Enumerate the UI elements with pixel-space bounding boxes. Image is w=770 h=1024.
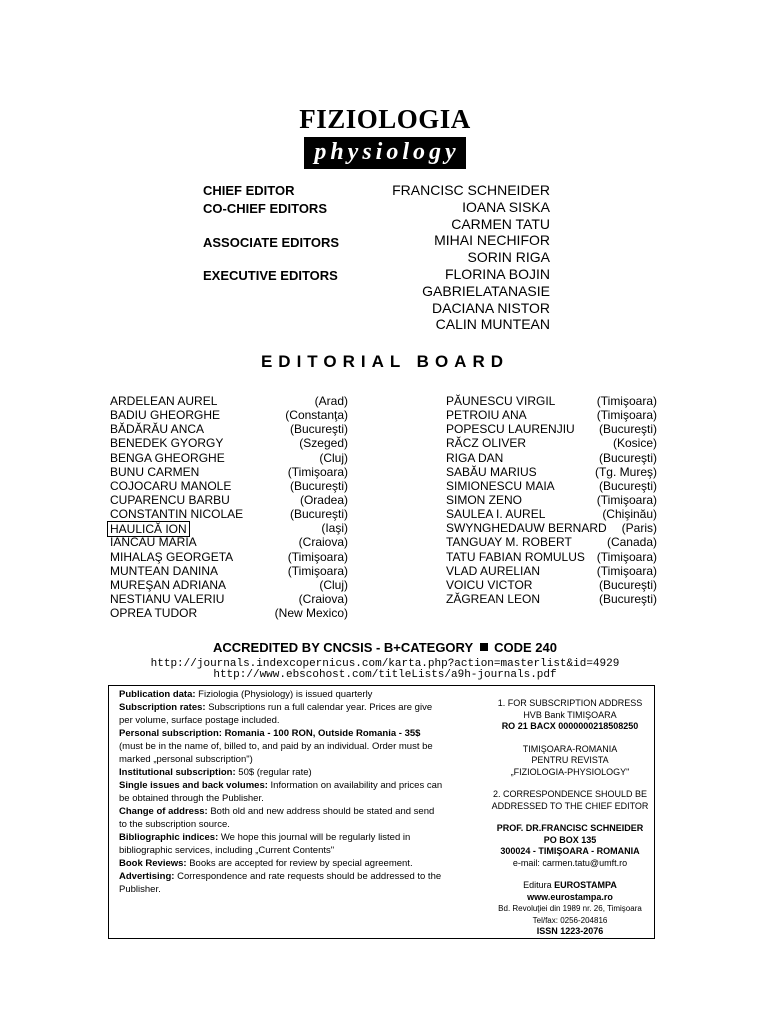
member-name: SABĂU MARIUS [446, 464, 537, 479]
board-member [110, 422, 348, 436]
pub-item: Personal subscription: Romania - 100 RON, Outside Romania - 35$ (must be in the name of, billed to, and paid by an individual. Order must be marked „personal subscription") [119, 728, 433, 765]
journal-title: FIZIOLOGIA [299, 104, 471, 134]
member-name: SAULEA I. AUREL [446, 507, 546, 522]
board-member [110, 507, 348, 521]
board-member [446, 592, 657, 606]
chief-editor-label: CHIEF EDITOR [203, 183, 295, 198]
member-city: (Timişoara) [287, 464, 348, 479]
member-city: (Timişoara) [287, 549, 348, 564]
member-city: (Bucureşti) [598, 577, 657, 592]
pub-item: Publication data: Fiziologia (Physiology) is issued quarterly [119, 689, 373, 700]
board-member [446, 479, 657, 493]
member-name: BĂDĂRĂU ANCA [110, 422, 205, 437]
member-name: IANCAU MARIA [110, 535, 197, 550]
member-city: (Szeged) [299, 436, 348, 451]
editor-name: DACIANA NISTOR [432, 299, 550, 316]
email-link[interactable]: e-mail: carmen.tatu@umft.ro [512, 857, 628, 868]
member-city: (Bucureşti) [598, 591, 657, 606]
sub-line: HVB Bank TIMIŞOARA [523, 709, 617, 720]
sub-line: RO 21 BACX 0000000218508250 [501, 721, 639, 731]
member-name: NESTIANU VALERIU [110, 591, 225, 606]
board-member [446, 465, 657, 479]
member-city: (Timişoara) [287, 563, 348, 578]
cochief-editors-label: CO-CHIEF EDITORS [203, 201, 327, 216]
member-name: SIMIONESCU MAIA [446, 478, 555, 493]
accreditation-text: ACCREDITED BY CNCSIS - B+CATEGORY [212, 640, 473, 655]
associate-editors-label: ASSOCIATE EDITORS [203, 235, 340, 250]
member-city: (Timişoara) [596, 394, 657, 408]
board-member [446, 493, 657, 507]
sub-line: ADDRESSED TO THE CHIEF EDITOR [491, 800, 649, 811]
member-city: (Bucureşti) [289, 507, 348, 522]
member-name: BADIU GHEORGHE [110, 408, 221, 423]
sub-line: Bd. Revoluţiei din 1989 nr. 26, Timişoara [498, 904, 642, 913]
subscription-address [470, 698, 670, 938]
member-city: (Iaşi) [321, 521, 348, 536]
board-member [446, 394, 657, 408]
sub-line: 300024 - TIMIŞOARA - ROMANIA [500, 846, 640, 856]
board-member [110, 535, 348, 549]
board-member [110, 564, 348, 578]
editor-name: MIHAI NECHIFOR [434, 232, 550, 249]
member-name: BUNU CARMEN [110, 464, 200, 479]
pub-item: Advertising: Correspondence and rate requests should be addressed to the Publisher. [119, 871, 442, 895]
member-name: SWYNGHEDAUW BERNARD [446, 521, 607, 536]
board-member [110, 479, 348, 493]
editor-names [392, 182, 550, 333]
board-left-column [110, 394, 348, 620]
square-bullet-icon [480, 643, 488, 651]
pub-item: Subscription rates: Subscriptions run a full calendar year. Prices are give per volume, surface postage included. [119, 702, 433, 726]
member-name: RĂCZ OLIVER [446, 436, 527, 451]
editorial-board-title: EDITORIAL BOARD [260, 352, 510, 371]
pub-item: Institutional subscription: 50$ (regular rate) [119, 767, 312, 778]
member-city: (Cluj) [319, 577, 348, 592]
board-member [446, 422, 657, 436]
editor-name: GABRIELATANASIE [422, 282, 550, 299]
board-member [110, 550, 348, 564]
member-name: VLAD AURELIAN [446, 563, 541, 578]
member-city: (Craiova) [298, 591, 348, 606]
member-city: (Chişinău) [602, 507, 657, 522]
member-name: POPESCU LAURENJIU [446, 422, 575, 437]
member-name: BENEDEK GYORGY [110, 436, 224, 451]
member-name-boxed: HAULICĂ ION [107, 521, 190, 537]
sub-line: 2. CORRESPONDENCE SHOULD BE [492, 789, 648, 799]
member-name: MIHALAŞ GEORGETA [110, 549, 234, 564]
member-city: (Cluj) [319, 450, 348, 465]
member-city: (Canada) [606, 535, 657, 550]
member-city: (Timişoara) [596, 492, 657, 507]
journal-subtitle: physiology [304, 137, 465, 169]
member-name: MUREŞAN ADRIANA [110, 577, 227, 592]
board-member [110, 578, 348, 592]
board-member [446, 451, 657, 465]
sub-line: PO BOX 135 [543, 834, 597, 845]
editor-name: CALIN MUNTEAN [435, 316, 550, 333]
member-city: (Timişoara) [596, 408, 657, 423]
member-city: (Timişoara) [596, 549, 657, 564]
board-member [446, 564, 657, 578]
member-name: PĂUNESCU VIRGIL [446, 394, 556, 408]
sub-line: Tel/fax: 0256-204816 [532, 915, 608, 925]
board-member [110, 408, 348, 422]
member-city: (Kosice) [612, 436, 657, 451]
board-member [446, 436, 657, 450]
editor-name: FRANCISC SCHNEIDER [392, 182, 550, 198]
member-city: (Craiova) [298, 535, 348, 550]
board-member [110, 606, 348, 620]
member-name: TATU FABIAN ROMULUS [446, 549, 585, 564]
editor-name: FLORINA BOJIN [444, 265, 550, 282]
editor-name: CARMEN TATU [451, 215, 550, 232]
member-city: (Tg. Mureş) [594, 464, 657, 479]
sub-line: Editura EUROSTAMPA [523, 880, 617, 890]
member-city: (New Mexico) [274, 606, 348, 621]
board-member [110, 436, 348, 450]
board-member [110, 521, 348, 535]
sub-line: PENTRU REVISTA [531, 755, 609, 765]
ebsco-url-link[interactable]: http://www.ebscohost.com/titleLists/a9h-journals.pdf [213, 669, 557, 681]
member-name: ZĂGREAN LEON [446, 591, 541, 606]
member-city: (Bucureşti) [598, 422, 657, 437]
issn: ISSN 1223-2076 [536, 926, 604, 936]
board-member [446, 578, 657, 592]
member-city: (Bucureşti) [598, 478, 657, 493]
sub-line: PROF. DR.FRANCISC SCHNEIDER [496, 823, 644, 833]
board-member [446, 507, 657, 521]
board-right-column [446, 394, 657, 606]
member-city: (Constanţa) [285, 408, 348, 423]
board-member [110, 451, 348, 465]
member-name: RIGA DAN [446, 450, 504, 465]
board-member [446, 521, 657, 535]
member-name: CUPARENCU BARBU [110, 492, 230, 507]
website-link[interactable]: www.eurostampa.ro [527, 891, 613, 902]
member-name: COJOCARU MANOLE [110, 478, 232, 493]
editor-name: IOANA SISKA [462, 198, 550, 215]
publication-info [119, 688, 444, 896]
member-city: (Arad) [314, 394, 348, 408]
board-member [110, 592, 348, 606]
sub-line: „FIZIOLOGIA-PHYSIOLOGY" [510, 766, 630, 777]
pub-item: Change of address: Both old and new address should be stated and send to the subscription source. [119, 806, 435, 830]
board-member [110, 465, 348, 479]
sub-line: 1. FOR SUBSCRIPTION ADDRESS [497, 698, 643, 708]
board-member [446, 408, 657, 422]
member-name: CONSTANTIN NICOLAE [110, 507, 244, 522]
accreditation-code: CODE 240 [494, 640, 558, 655]
executive-editors-label: EXECUTIVE EDITORS [203, 268, 338, 283]
member-name: ARDELEAN AUREL [110, 394, 218, 408]
pub-item: Bibliographic indices: We hope this journal will be regularly listed in bibliographic services, including „Current Contents" [119, 832, 411, 856]
editor-name: SORIN RIGA [467, 249, 550, 266]
accreditation-line [0, 640, 770, 655]
member-name: VOICU VICTOR [446, 577, 533, 592]
member-city: (Bucureşti) [289, 478, 348, 493]
member-city: (Oradea) [299, 492, 348, 507]
sub-line: TIMIŞOARA-ROMANIA [522, 743, 618, 754]
member-name: TANGUAY M. ROBERT [446, 535, 572, 550]
board-member [110, 394, 348, 408]
index-url-link[interactable]: http://journals.indexcopernicus.com/karta.php?action=masterlist&id=4929 [150, 658, 620, 670]
board-member [110, 493, 348, 507]
member-name: MUNTEAN DANINA [110, 563, 219, 578]
member-name: PETROIU ANA [446, 408, 527, 423]
pub-item: Single issues and back volumes: Information on availability and prices can be obtained through the Publisher. [119, 780, 443, 804]
member-city: (Bucureşti) [289, 422, 348, 437]
pub-item: Book Reviews: Books are accepted for review by special agreement. [119, 858, 413, 869]
journal-subtitle-wrap [0, 137, 770, 169]
member-city: (Timişoara) [596, 563, 657, 578]
board-member [446, 550, 657, 564]
member-city: (Paris) [621, 521, 657, 536]
member-name: OPREA TUDOR [110, 606, 198, 621]
member-name: BENGA GHEORGHE [110, 450, 225, 465]
member-name: SIMON ZENO [446, 492, 523, 507]
board-member [446, 535, 657, 549]
member-city: (Bucureşti) [598, 450, 657, 465]
